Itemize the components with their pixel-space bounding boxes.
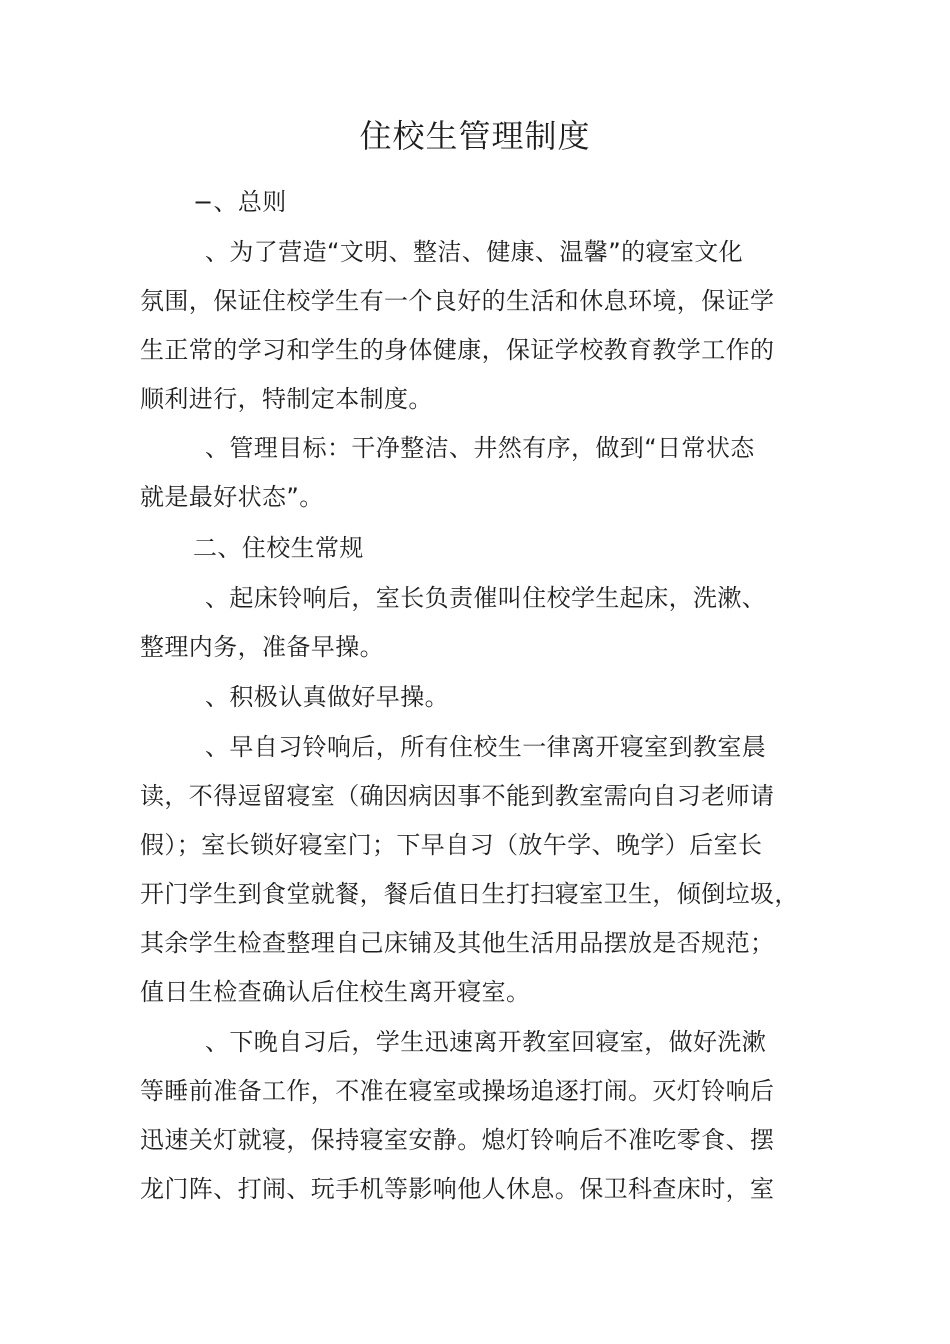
- paragraph-line: 读，不得逗留寝室（确因病因事不能到教室需向自习老师请: [140, 782, 775, 810]
- paragraph-line: 值日生检查确认后住校生离开寝室。: [140, 978, 531, 1006]
- paragraph-line: 、起床铃响后，室长负责催叫住校学生起床，洗漱、: [205, 584, 767, 612]
- document-title: 住校生管理制度: [359, 117, 591, 155]
- paragraph-line: 假）；室长锁好寝室门；下早自习（放午学、晚学）后室长: [140, 831, 763, 859]
- section-heading-boarding-rules: 二、住校生常规: [193, 534, 364, 562]
- paragraph-line: 、积极认真做好早操。: [205, 683, 449, 711]
- paragraph-line: 生正常的学习和学生的身体健康，保证学校教育教学工作的: [140, 336, 775, 364]
- paragraph-line: 龙门阵、打闹、玩手机等影响他人休息。保卫科查床时，室: [140, 1175, 775, 1203]
- paragraph-line: 整理内务，准备早操。: [140, 633, 384, 661]
- paragraph-line: 、为了营造“文明、整洁、健康、温馨”的寝室文化: [205, 238, 744, 266]
- paragraph-line: 顺利进行，特制定本制度。: [140, 385, 433, 413]
- paragraph-line: 开门学生到食堂就餐，餐后值日生打扫寝室卫生，倾倒垃圾，: [140, 880, 799, 908]
- paragraph-line: 等睡前准备工作，不准在寝室或操场追逐打闹。灭灯铃响后: [140, 1077, 775, 1105]
- paragraph-line: 就是最好状态”。: [140, 483, 324, 511]
- paragraph-line: 、下晚自习后，学生迅速离开教室回寝室，做好洗漱: [205, 1028, 767, 1056]
- paragraph-line: 迅速关灯就寝，保持寝室安静。熄灯铃响后不准吃零食、摆: [140, 1126, 775, 1154]
- paragraph-line: 氛围，保证住校学生有一个良好的生活和休息环境，保证学: [140, 287, 775, 315]
- paragraph-line: 、管理目标：干净整洁、井然有序，做到“日常状态: [205, 434, 755, 462]
- paragraph-line: 其余学生检查整理自己床铺及其他生活用品摆放是否规范；: [140, 929, 775, 957]
- paragraph-line: 、早自习铃响后，所有住校生一律离开寝室到教室晨: [205, 733, 767, 761]
- section-heading-general: −、总则: [193, 188, 287, 216]
